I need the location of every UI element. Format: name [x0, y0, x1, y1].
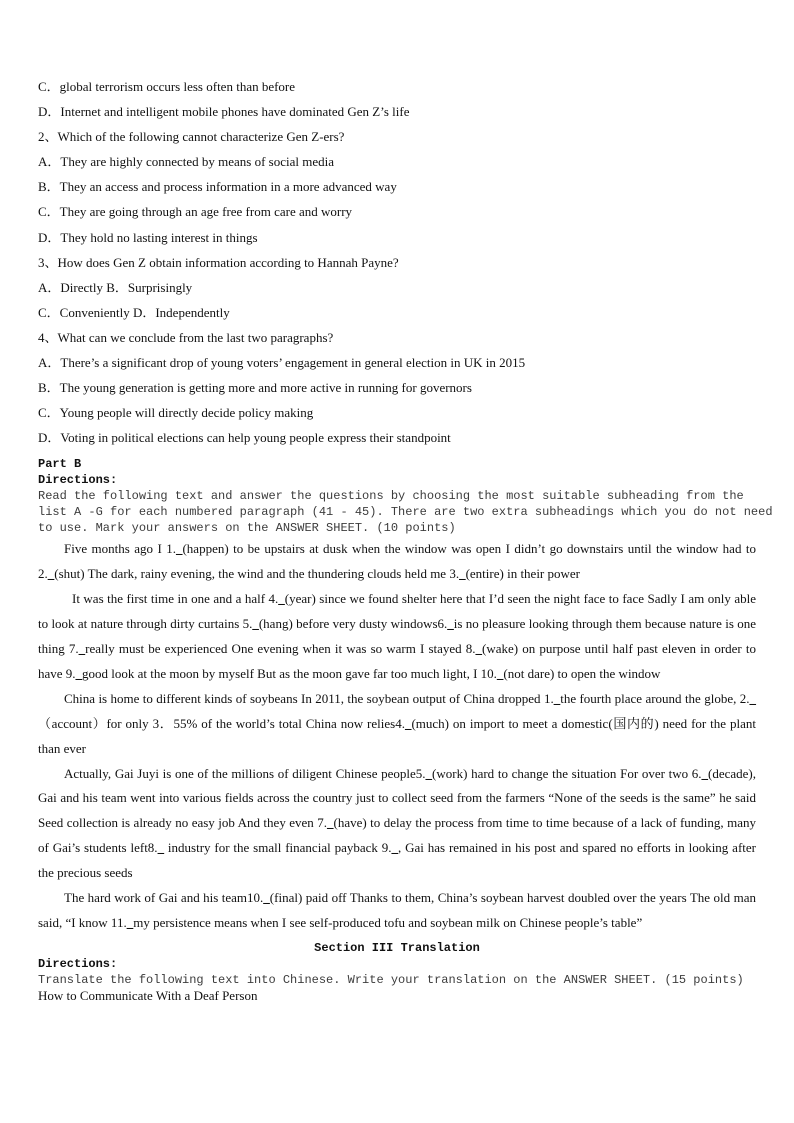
question-line: 4、What can we conclude from the last two paragraphs? [38, 329, 334, 345]
section-directions-label: Directions: [38, 956, 118, 971]
answer-blank[interactable]: _ [278, 591, 285, 607]
answer-blank[interactable]: _ [459, 566, 466, 582]
question-line: C．Conveniently D．Independently [38, 304, 230, 320]
part-b-directions-label: Directions: [38, 473, 118, 488]
passage-two [38, 687, 756, 936]
answer-blank[interactable]: _ [78, 641, 86, 657]
document-page [38, 74, 773, 1003]
question-line: C．They are going through an age free from care and worry [38, 204, 353, 220]
answer-blank[interactable]: _ [701, 765, 709, 781]
answer-blank[interactable]: _ [391, 840, 398, 856]
question-line: 3、How does Gen Z obtain information according to Hannah Payne? [38, 254, 399, 270]
passage-paragraph: The hard work of Gai and his team10._(final) paid off Thanks to them, China’s soybean harvest doubled over the years The old man said, “I know 11._my persistence means when I see self-produced tofu and soybean milk on Chinese people’s table” [38, 890, 756, 930]
passage-paragraph: China is home to different kinds of soybeans In 2011, the soybean output of China dropped 1._the fourth place around the globe, 2._（account）for only 3．55% of the world’s total China now relies4._(much) on import to meet a domestic(国内的) need for the plant than ever [38, 690, 756, 756]
question-line: A．There’s a significant drop of young voters’ engagement in general election in UK in 2015 [38, 355, 526, 371]
answer-blank[interactable]: _ [47, 566, 55, 582]
question-line: A．Directly B．Surprisingly [38, 279, 193, 295]
question-line: A．They are highly connected by means of social media [38, 154, 335, 170]
part-b-header [38, 456, 773, 536]
part-b-directions-line: to use. Mark your answers on the ANSWER SHEET. (10 points) [38, 521, 456, 536]
question-line: B．They an access and process information in a more advanced way [38, 179, 397, 195]
part-b-title: Part B [38, 457, 82, 472]
part-b-directions-line: Read the following text and answer the questions by choosing the most suitable subheading from the [38, 489, 744, 504]
passage-paragraph: It was the first time in one and a half 4._(year) since we found shelter here that I’d seen the night face to face Sadly I am only able to look at nature through dirty curtains 5._(hang) before very dusty windows6._is no pleasure looking through them because nature is one thing 7._really must be experienced One evening when it was so warm I stayed 8._(wake) on purpose until half past eleven in order to have 9._good look at the moon by myself But as the moon gave far too much light, I 10._(not dare) to open the window [38, 591, 757, 681]
answer-blank[interactable]: _ [175, 541, 183, 557]
passage-one [38, 537, 756, 686]
question-line: B．The young generation is getting more and more active in running for governors [38, 380, 472, 396]
answer-blank[interactable]: _ [252, 616, 259, 632]
question-line: C．global terrorism occurs less often than before [38, 79, 296, 94]
answer-blank[interactable]: _ [496, 665, 504, 681]
answer-blank[interactable]: _ [327, 815, 334, 831]
answer-blank[interactable]: _ [425, 765, 433, 781]
question-line: 2、Which of the following cannot characterize Gen Z-ers? [38, 129, 345, 145]
answer-blank[interactable]: _ [404, 715, 412, 731]
section-three [38, 940, 756, 1003]
question-list [38, 74, 756, 450]
section-title: Section III Translation [314, 940, 480, 955]
question-line: D．Voting in political elections can help young people express their standpoint [38, 430, 451, 446]
answer-blank[interactable]: _ [553, 690, 561, 706]
answer-blank[interactable]: _ [157, 840, 165, 856]
passage-paragraph: Five months ago I 1._(happen) to be upstairs at dusk when the window was open I didn’t go downstairs until the window had to 2._(shut) The dark, rainy evening, the wind and the thundering clouds held me 3._(entire) in their power [38, 541, 756, 582]
passage-paragraph: Actually, Gai Juyi is one of the millions of diligent Chinese people5._(work) hard to change the situation For over two 6._(decade), Gai and his team went into various fields across the country just to collect seed from the farmers “None of the seeds is the same” he said Seed collection is already no easy job And they even 7._(have) to delay the process from time to time because of a lack of funding, many of Gai’s students left8._ industry for the small financial payback 9._, Gai has remained in his post and spared no efforts in looking after the precious seeds [38, 765, 757, 881]
answer-blank[interactable]: _ [749, 690, 756, 706]
question-line: D．Internet and intelligent mobile phones have dominated Gen Z’s life [38, 104, 410, 120]
translation-passage-title: How to Communicate With a Deaf Person [38, 987, 258, 1003]
section-directions-text: Translate the following text into Chinese. Write your translation on the ANSWER SHEET. (15 points) [38, 972, 744, 987]
part-b-directions-line: list A -G for each numbered paragraph (41 - 45). There are two extra subheadings which you do not need [38, 505, 773, 520]
answer-blank[interactable]: _ [475, 641, 483, 657]
answer-blank[interactable]: _ [447, 616, 454, 632]
answer-blank[interactable]: _ [126, 915, 134, 930]
answer-blank[interactable]: _ [75, 665, 83, 681]
question-line: C．Young people will directly decide policy making [38, 405, 314, 421]
question-line: D．They hold no lasting interest in things [38, 229, 258, 245]
answer-blank[interactable]: _ [263, 890, 270, 906]
